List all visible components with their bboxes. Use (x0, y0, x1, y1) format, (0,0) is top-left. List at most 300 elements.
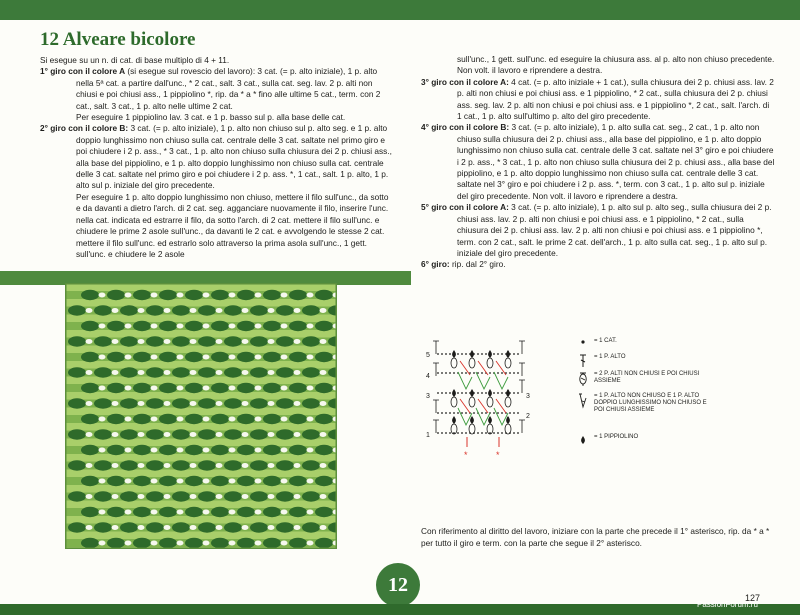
dc-stitch (433, 420, 439, 433)
chain-dot (465, 372, 467, 374)
swatch-hole (242, 494, 249, 499)
swatch-cluster (81, 290, 99, 300)
swatch-hole (255, 355, 262, 360)
swatch-hole (216, 370, 223, 375)
swatch-hole (125, 448, 132, 453)
red-stitch (460, 399, 470, 413)
chain-dot (457, 353, 459, 355)
swatch-hole (307, 479, 314, 484)
swatch-cluster (146, 491, 164, 501)
swatch-hole (164, 339, 171, 344)
swatch-hole (151, 386, 158, 391)
swatch-cluster (159, 445, 177, 455)
chain-dot (501, 432, 503, 434)
swatch-hole (151, 293, 158, 298)
swatch-hole (177, 541, 184, 546)
row6-text: rip. dal 2° giro. (451, 259, 506, 270)
start-asterisk: * (464, 450, 468, 460)
swatch-cluster (133, 476, 151, 486)
chain-dot (441, 353, 443, 355)
knitted-swatch-photo (65, 283, 337, 549)
swatch-hole (138, 463, 145, 468)
swatch-hole (242, 401, 249, 406)
swatch-hole (307, 386, 314, 391)
swatch-hole (138, 432, 145, 437)
dc-stitch (519, 380, 525, 393)
swatch-hole (151, 355, 158, 360)
swatch-hole (151, 324, 158, 329)
swatch-cluster (133, 538, 151, 548)
swatch-hole (307, 510, 314, 515)
swatch-cluster (315, 507, 333, 517)
swatch-cluster (159, 538, 177, 548)
swatch-hole (125, 417, 132, 422)
chain-dot (513, 432, 515, 434)
swatch-cluster (81, 476, 99, 486)
swatch-cluster (224, 491, 242, 501)
swatch-hole (203, 510, 210, 515)
swatch-cluster (159, 290, 177, 300)
swatch-hole (229, 355, 236, 360)
swatch-cluster (120, 429, 138, 439)
swatch-hole (294, 494, 301, 499)
swatch-cluster (289, 321, 307, 331)
swatch-cluster (198, 429, 216, 439)
swatch-cluster (224, 336, 242, 346)
chart-legend (576, 338, 716, 453)
swatch-hole (203, 417, 210, 422)
swatch-hole (294, 525, 301, 530)
swatch-cluster (211, 321, 229, 331)
swatch-hole (242, 432, 249, 437)
swatch-hole (112, 525, 119, 530)
chain-dot (497, 412, 499, 414)
swatch-hole (151, 510, 158, 515)
swatch-hole (99, 293, 106, 298)
chain-dot (493, 353, 495, 355)
swatch-hole (281, 541, 288, 546)
swatch-cluster (237, 414, 255, 424)
swatch-hole (307, 417, 314, 422)
swatch-hole (216, 525, 223, 530)
swatch-hole (151, 448, 158, 453)
swatch-hole (320, 525, 327, 530)
swatch-cluster (107, 538, 125, 548)
chain-dot (449, 412, 451, 414)
chain-dot (453, 372, 455, 374)
chain-dot (489, 372, 491, 374)
swatch-cluster (172, 367, 190, 377)
swatch-hole (229, 541, 236, 546)
swatch-hole (268, 339, 275, 344)
chain-dot (513, 392, 515, 394)
swatch-hole (229, 293, 236, 298)
swatch-hole (86, 525, 93, 530)
swatch-cluster (276, 336, 294, 346)
swatch-cluster (94, 305, 112, 315)
swatch-hole (268, 401, 275, 406)
swatch-cluster (224, 367, 242, 377)
chain-dot (485, 412, 487, 414)
swatch-cluster (302, 305, 320, 315)
chain-dot (493, 432, 495, 434)
swatch-hole (86, 401, 93, 406)
chain-dot (501, 412, 503, 414)
long-stitch-icon (576, 393, 594, 409)
swatch-hole (190, 401, 197, 406)
swatch-cluster (263, 383, 281, 393)
swatch-cluster (133, 321, 151, 331)
swatch-cluster (146, 367, 164, 377)
double-crochet-icon (576, 354, 594, 370)
swatch-hole (320, 494, 327, 499)
chain-dot (517, 392, 519, 394)
legend-label-cluster: = 2 P. ALTI NON CHIUSI E POI CHIUSI ASSIEME (594, 371, 700, 384)
swatch-cluster (107, 321, 125, 331)
row5-text: 3 cat. (= p. alto iniziale), 1 p. alto sul p. alto seg., sulla chiusura dei 2 p. chiusi ass. lav. 2 p. alti non chiusi e poi chiusi ass. e 1 pippiolino, * 2 cat., sulla chiusura dei 2 p. chiusi ass. lav. 2 p. alti non chiusi e poi chiusi ass. e 1 pippiolino *, term. con 2 cat., salt. le prime 2 cat. dell'arch., 1 p. alto sulla cat. seg., 1 p. alto sul p. iniziale del giro precedente. (457, 202, 772, 258)
swatch-hole (229, 479, 236, 484)
swatch-cluster (68, 460, 86, 470)
row3-paragraph (421, 77, 775, 123)
swatch-cluster (133, 290, 151, 300)
swatch-cluster (250, 398, 268, 408)
swatch-cluster (237, 383, 255, 393)
swatch-cluster (185, 383, 203, 393)
swatch-cluster (81, 445, 99, 455)
swatch-hole (112, 339, 119, 344)
swatch-hole (125, 386, 132, 391)
swatch-hole (281, 417, 288, 422)
swatch-cluster (250, 429, 268, 439)
swatch-hole (203, 293, 210, 298)
swatch-hole (138, 370, 145, 375)
row2-paragraph (40, 123, 393, 191)
swatch-hole (294, 339, 301, 344)
swatch-cluster (185, 476, 203, 486)
long-stitch (476, 408, 490, 425)
swatch-cluster (315, 290, 333, 300)
row4-paragraph (421, 122, 775, 202)
swatch-hole (177, 324, 184, 329)
row3-label: 3° giro con il colore A: (421, 76, 509, 87)
row6-label: 6° giro: (421, 259, 450, 270)
swatch-cluster (159, 507, 177, 517)
swatch-hole (125, 324, 132, 329)
swatch-cluster (263, 476, 281, 486)
swatch-cluster (237, 445, 255, 455)
row2-label: 2° giro con il colore B: (40, 123, 129, 134)
chain-dot (445, 412, 447, 414)
swatch-cluster (120, 522, 138, 532)
swatch-hole (268, 370, 275, 375)
swatch-cluster (237, 321, 255, 331)
swatch-cluster (263, 321, 281, 331)
row-num-2: 2 (526, 413, 530, 420)
swatch-hole (138, 401, 145, 406)
chain-dot (449, 392, 451, 394)
swatch-hole (190, 339, 197, 344)
chain-dot (497, 353, 499, 355)
swatch-hole (99, 417, 106, 422)
cluster-stitch (469, 358, 475, 368)
intro-text: Si esegue su un n. di cat. di base multiplo di 4 + 11. (40, 55, 230, 65)
swatch-cluster (198, 367, 216, 377)
swatch-cluster (302, 367, 320, 377)
swatch-cluster (185, 538, 203, 548)
swatch-cluster (68, 367, 86, 377)
chain-dot (465, 353, 467, 355)
chain-dot (477, 432, 479, 434)
swatch-hole (255, 293, 262, 298)
swatch-hole (190, 494, 197, 499)
long-stitch (458, 408, 472, 425)
swatch-cluster (315, 445, 333, 455)
swatch-hole (112, 432, 119, 437)
chain-dot (441, 392, 443, 394)
swatch-cluster (107, 383, 125, 393)
bottom-color-bar (0, 604, 800, 615)
swatch-hole (320, 339, 327, 344)
swatch-hole (177, 386, 184, 391)
swatch-hole (151, 479, 158, 484)
chain-dot (437, 372, 439, 374)
chain-dot (465, 412, 467, 414)
chain-dot (501, 392, 503, 394)
swatch-cluster (107, 445, 125, 455)
row1-text: (si esegue sul rovescio del lavoro): 3 cat. (= p. alto iniziale), 1 p. alto nella 5ª cat. a partire dall'unc., * 2 cat., salt. 3 cat., sulla cat. seg. lav. 2 p. alti non chiusi e poi chiusi ass., 1 pippiolino *, rip. da * a * fino alle ultime 5 cat., term. con 2 cat., salt. 3 cat., 1 p. alto nelle ultime 2 cat. (76, 66, 381, 111)
swatch-cluster (198, 336, 216, 346)
chart-reading-note: Con riferimento al diritto del lavoro, iniziare con la parte che precede il 1° asterisco, rip. da * a * per tutto il giro e term. con la parte che segue il 2° asterisco. (421, 526, 770, 548)
chain-dot (493, 412, 495, 414)
swatch-cluster (146, 429, 164, 439)
long-stitch (494, 408, 508, 425)
picot-mark (470, 389, 474, 397)
swatch-hole (99, 479, 106, 484)
red-stitch (496, 399, 506, 413)
chain-dot (461, 432, 463, 434)
swatch-hole (86, 370, 93, 375)
picot-mark (506, 416, 510, 424)
chain-dot (445, 372, 447, 374)
chain-dot (457, 432, 459, 434)
swatch-cluster (289, 538, 307, 548)
swatch-cluster (81, 321, 99, 331)
swatch-cluster (302, 336, 320, 346)
swatch-cluster (289, 476, 307, 486)
swatch-cluster (250, 305, 268, 315)
dc-stitch (519, 341, 525, 354)
legend-label-chain: = 1 CAT. (594, 338, 617, 344)
swatch-cluster (146, 398, 164, 408)
crochet-chart-diagram (422, 337, 534, 462)
chain-dot (461, 353, 463, 355)
chain-dot (477, 353, 479, 355)
swatch-hole (112, 494, 119, 499)
chain-dot (465, 392, 467, 394)
chain-dot (473, 412, 475, 414)
swatch-cluster (81, 383, 99, 393)
swatch-hole (242, 370, 249, 375)
swatch-hole (86, 308, 93, 313)
swatch-cluster (159, 352, 177, 362)
swatch-cluster (68, 398, 86, 408)
swatch-hole (320, 308, 327, 313)
row5-label: 5° giro con il colore A: (421, 202, 509, 213)
chain-dot (481, 372, 483, 374)
swatch-cluster (211, 383, 229, 393)
swatch-cluster (94, 460, 112, 470)
swatch-hole (86, 339, 93, 344)
swatch-hole (177, 479, 184, 484)
swatch-hole (255, 479, 262, 484)
cluster-stitch (451, 397, 457, 407)
swatch-cluster (185, 290, 203, 300)
swatch-hole (190, 525, 197, 530)
row6-paragraph (421, 259, 775, 270)
swatch-cluster (120, 491, 138, 501)
swatch-hole (164, 401, 171, 406)
swatch-cluster (185, 321, 203, 331)
swatch-hole (268, 525, 275, 530)
swatch-cluster (276, 429, 294, 439)
row2-follow: Per eseguire 1 p. alto doppio lunghissimo non chiuso, mettere il filo sull'unc., da sotto e da davanti a dietro l'arch. di 2 cat. seg. agganciare nuovamente il filo, inserire l'unc. nella cat. indicata ed estrarre il filo, da sotto l'arch. di 2 cat. mettere il filo sull'unc. e chiudere le prime 2 asole sull'unc., da davanti le 2 cat. e avvolgendo le stesse 2 cat. mettere il filo sull'unc. ed estrarlo solo attraverso la prima asola sull'unc., 1 gett. sull'unc. e chiudere le 2 asole (76, 191, 389, 259)
swatch-cluster (315, 321, 333, 331)
swatch-cluster (250, 367, 268, 377)
swatch-hole (307, 324, 314, 329)
swatch-hole (216, 308, 223, 313)
swatch-hole (281, 448, 288, 453)
cluster-stitch (505, 358, 511, 368)
swatch-hole (177, 417, 184, 422)
chain-dot (497, 432, 499, 434)
swatch-cluster (107, 476, 125, 486)
swatch-cluster (120, 305, 138, 315)
swatch-hole (242, 339, 249, 344)
chain-dot (437, 392, 439, 394)
swatch-cluster (172, 460, 190, 470)
swatch-cluster (94, 522, 112, 532)
row1-label: 1° giro con il colore A (40, 66, 126, 77)
swatch-cluster (133, 352, 151, 362)
picot-mark (488, 416, 492, 424)
swatch-cluster (198, 305, 216, 315)
swatch-hole (229, 417, 236, 422)
swatch-cluster (172, 522, 190, 532)
swatch-cluster (185, 445, 203, 455)
swatch-cluster (94, 336, 112, 346)
chain-dot (481, 432, 483, 434)
swatch-hole (86, 463, 93, 468)
chain-dot (517, 412, 519, 414)
swatch-cluster (81, 507, 99, 517)
swatch-cluster (159, 414, 177, 424)
swatch-hole (229, 448, 236, 453)
chain-dot (477, 372, 479, 374)
swatch-cluster (315, 414, 333, 424)
swatch-cluster (302, 429, 320, 439)
swatch-hole (190, 463, 197, 468)
swatch-hole (216, 463, 223, 468)
swatch-hole (294, 463, 301, 468)
swatch-cluster (276, 460, 294, 470)
swatch-cluster (81, 538, 99, 548)
swatch-cluster (133, 507, 151, 517)
legend-label-double-crochet: = 1 P. ALTO (594, 354, 626, 360)
swatch-cluster (263, 414, 281, 424)
swatch-hole (86, 432, 93, 437)
chain-dot (485, 353, 487, 355)
swatch-cluster (211, 445, 229, 455)
chain-dot (445, 353, 447, 355)
swatch-cluster (68, 305, 86, 315)
chain-dot (477, 392, 479, 394)
swatch-hole (242, 308, 249, 313)
swatch-cluster (276, 367, 294, 377)
chain-dot (465, 432, 467, 434)
picot-icon (576, 434, 594, 450)
swatch-hole (294, 401, 301, 406)
swatch-hole (86, 494, 93, 499)
swatch-cluster (133, 445, 151, 455)
swatch-cluster (146, 305, 164, 315)
swatch-cluster (289, 414, 307, 424)
swatch-cluster (94, 491, 112, 501)
swatch-hole (164, 432, 171, 437)
swatch-hole (177, 293, 184, 298)
swatch-hole (177, 510, 184, 515)
swatch-cluster (159, 321, 177, 331)
swatch-cluster (276, 398, 294, 408)
swatch-cluster (302, 460, 320, 470)
pattern-number-badge: 12 (376, 563, 420, 607)
swatch-cluster (172, 305, 190, 315)
swatch-cluster (224, 398, 242, 408)
swatch-cluster (276, 522, 294, 532)
dc-stitch (433, 341, 439, 354)
swatch-cluster (81, 352, 99, 362)
swatch-cluster (120, 336, 138, 346)
swatch-cluster (211, 476, 229, 486)
row-num-1: 1 (426, 432, 430, 439)
swatch-cluster (211, 538, 229, 548)
picot-mark (470, 416, 474, 424)
chain-icon (576, 338, 594, 354)
swatch-cluster (263, 352, 281, 362)
chain-dot (485, 432, 487, 434)
chain-dot (437, 353, 439, 355)
swatch-hole (216, 494, 223, 499)
swatch-hole (281, 386, 288, 391)
swatch-cluster (68, 522, 86, 532)
swatch-hole (177, 355, 184, 360)
swatch-hole (229, 386, 236, 391)
swatch-cluster (159, 476, 177, 486)
swatch-cluster (289, 445, 307, 455)
swatch-cluster (276, 305, 294, 315)
cluster-icon (576, 371, 594, 387)
swatch-hole (138, 339, 145, 344)
swatch-cluster (224, 460, 242, 470)
swatch-hole (281, 510, 288, 515)
swatch-hole (255, 324, 262, 329)
swatch-hole (203, 541, 210, 546)
swatch-cluster (224, 522, 242, 532)
swatch-hole (320, 370, 327, 375)
swatch-hole (125, 510, 132, 515)
page-number: 127 (745, 593, 761, 603)
swatch-cluster (211, 290, 229, 300)
chain-dot (513, 353, 515, 355)
